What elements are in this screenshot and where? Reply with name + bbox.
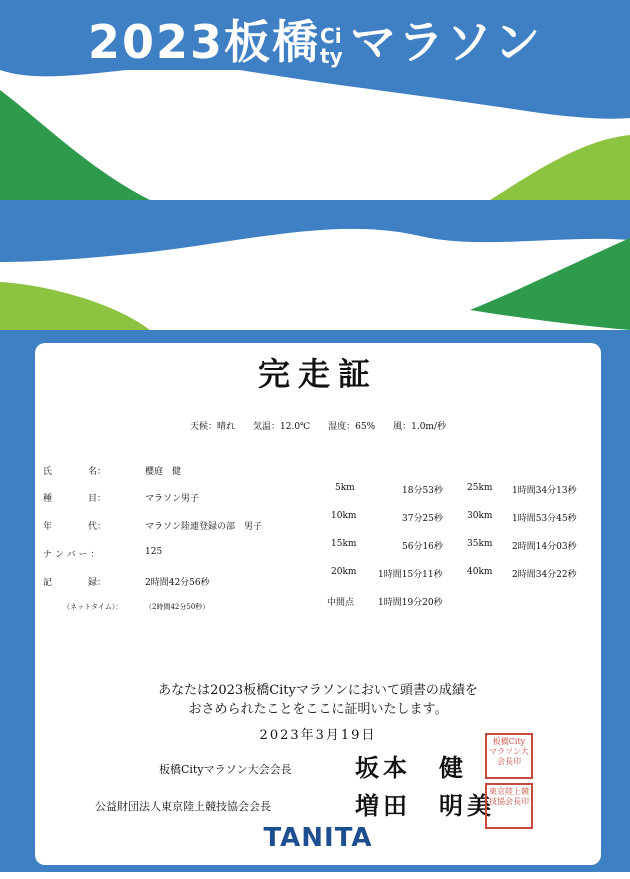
sponsor-logo: TANITA — [263, 823, 373, 853]
split-distance: 30km — [467, 511, 493, 521]
certificate-title: 完走証 — [257, 355, 378, 393]
signer-signature: 坂本 健 — [355, 753, 467, 782]
split-time: 2時間34分22秒 — [512, 570, 577, 580]
signer-signature: 増田 明美 — [355, 791, 495, 820]
race-title: 2023板橋City マラソン — [87, 15, 543, 69]
split-time: 56分16秒 — [402, 542, 443, 552]
field-value-age: マラソン陸連登録の部 男子 — [145, 522, 263, 532]
split-time: 2時間14分03秒 — [512, 542, 577, 552]
field-value-record: 2時間42分56秒 — [145, 578, 210, 588]
bottom-strip — [0, 872, 630, 879]
title-city: City — [320, 23, 343, 68]
split-distance: 15km — [331, 539, 357, 549]
official-seal: 東京陸上競技協会長印 — [485, 783, 533, 829]
field-label-number: ナ ン バ ー ： — [43, 550, 100, 560]
split-distance: 40km — [467, 567, 493, 577]
net-time-value: （2時間42分50秒） — [145, 603, 210, 611]
split-distance: 中間点 — [327, 598, 355, 608]
net-time-label: （ネットタイム）： — [63, 603, 123, 611]
split-distance: 25km — [467, 483, 493, 493]
field-label-event: 種 目： — [43, 494, 107, 504]
field-label-age: 年 代： — [43, 522, 107, 532]
split-time: 18分53秒 — [402, 486, 443, 496]
split-distance: 10km — [331, 511, 357, 521]
split-time: 1時間19分20秒 — [378, 598, 443, 608]
field-label-name: 氏 名： — [43, 467, 107, 477]
header-banner — [0, 0, 630, 338]
field-value-name: 櫻庭 健 — [145, 467, 182, 477]
field-value-event: マラソン男子 — [145, 494, 200, 504]
split-distance: 35km — [467, 539, 493, 549]
certificate-date: 2023年3月19日 — [259, 728, 377, 743]
field-label-record: 記 録： — [43, 578, 107, 588]
official-seal: 板橋Cityマラソン大会長印 — [485, 733, 533, 779]
split-time: 37分25秒 — [402, 514, 443, 524]
certification-statement: あなたは2023板橋Cityマラソンにおいて頭書の成績を おさめられたことをここに証明いたします。 — [158, 683, 478, 717]
split-distance: 20km — [331, 567, 357, 577]
split-time: 1時間53分45秒 — [512, 514, 577, 524]
certificate-card — [35, 343, 601, 865]
field-value-number: 125 — [145, 547, 163, 557]
weather-info: 天候：晴れ 気温：12.0℃ 湿度：65% 風：1.0m/秒 — [190, 422, 446, 432]
signer-role: 板橋Cityマラソン大会会長 — [159, 763, 292, 776]
split-distance: 5km — [335, 483, 355, 493]
split-time: 1時間34分13秒 — [512, 486, 577, 496]
signer-role: 公益財団法人東京陸上競技協会会長 — [95, 800, 271, 813]
split-time: 1時間15分11秒 — [378, 570, 443, 580]
